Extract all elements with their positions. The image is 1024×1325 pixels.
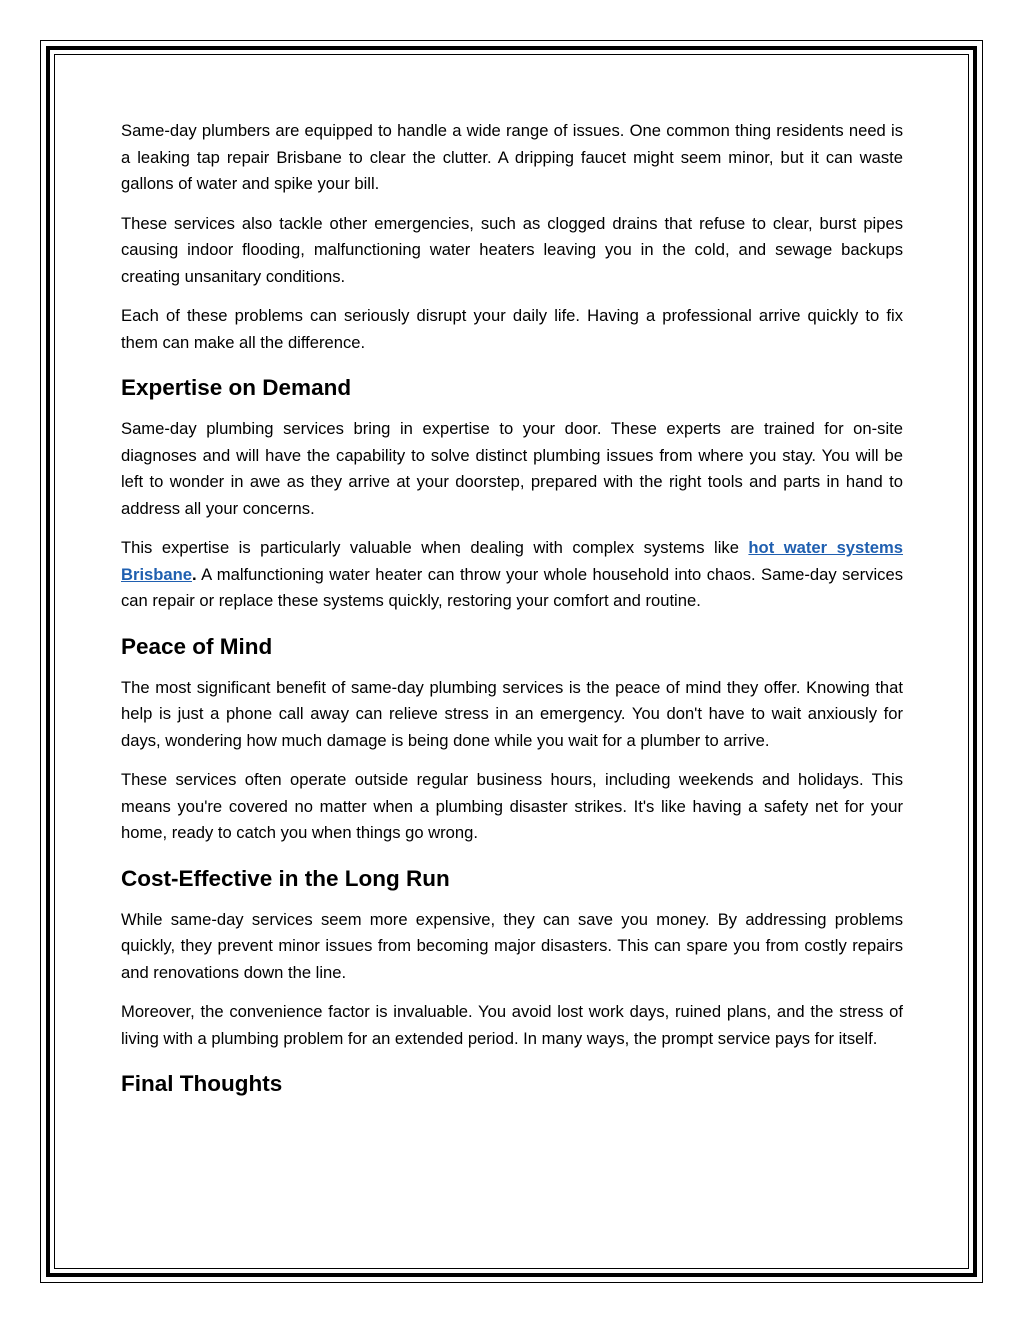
intro-paragraph-2: These services also tackle other emergencies, such as clogged drains that refuse to clear, burst pipes causing indoor flooding, malfunctioning water heaters leaving you in the cold, and sewage backups creating unsanitary conditions. (121, 213, 903, 286)
heading-peace-of-mind: Peace of Mind (121, 633, 273, 659)
heading-cost-effective: Cost-Effective in the Long Run (121, 865, 450, 891)
peace-paragraph-1: The most significant benefit of same-day plumbing services is the peace of mind they offer. Knowing that help is just a phone call away can relieve stress in an emergency. You don't have to wait anxiously for days, wondering how much damage is being done while you wait for a plumber to arrive. (121, 677, 903, 750)
cost-paragraph-2: Moreover, the convenience factor is invaluable. You avoid lost work days, ruined plans, and the stress of living with a plumbing problem for an extended period. In many ways, the prompt service pays for itself. (121, 1002, 903, 1048)
expertise-paragraph-2-before: This expertise is particularly valuable when dealing with complex systems like (121, 538, 749, 557)
link-period: . (192, 564, 197, 584)
peace-paragraph-2: These services often operate outside regular business hours, including weekends and holidays. This means you're covered no matter when a plumbing disaster strikes. It's like having a safety net for your home, ready to catch you when things go wrong. (121, 770, 903, 842)
heading-expertise-on-demand: Expertise on Demand (121, 375, 352, 400)
expertise-paragraph-2-after: A malfunctioning water heater can throw your whole household into chaos. Same-day services can repair or replace these systems quickly, restoring your comfort and routine. (121, 564, 903, 610)
heading-final-thoughts: Final Thoughts (121, 1071, 283, 1096)
expertise-paragraph-2 (121, 535, 903, 615)
intro-paragraph-1: Same-day plumbers are equipped to handle a wide range of issues. One common thing residents need is a leaking tap repair Brisbane to clear the clutter. A dripping faucet might seem minor, but it can waste gallons of water and spike your bill. (121, 121, 903, 193)
intro-paragraph-3: Each of these problems can seriously disrupt your daily life. Having a professional arrive quickly to fix them can make all the difference. (121, 306, 903, 352)
document-body (121, 118, 903, 1112)
cost-paragraph-1: While same-day services seem more expensive, they can save you money. By addressing problems quickly, they prevent minor issues from becoming major disasters. This can spare you from costly repairs and renovations down the line. (121, 909, 903, 982)
hot-water-systems-link[interactable]: hot water systems Brisbane (121, 538, 903, 584)
expertise-paragraph-1: Same-day plumbing services bring in expertise to your door. These experts are trained for on-site diagnoses and will have the capability to solve distinct plumbing issues from where you stay. You will be left to wonder in awe as they arrive at your doorstep, prepared with the right tools and parts in hand to address all your concerns. (121, 419, 903, 518)
